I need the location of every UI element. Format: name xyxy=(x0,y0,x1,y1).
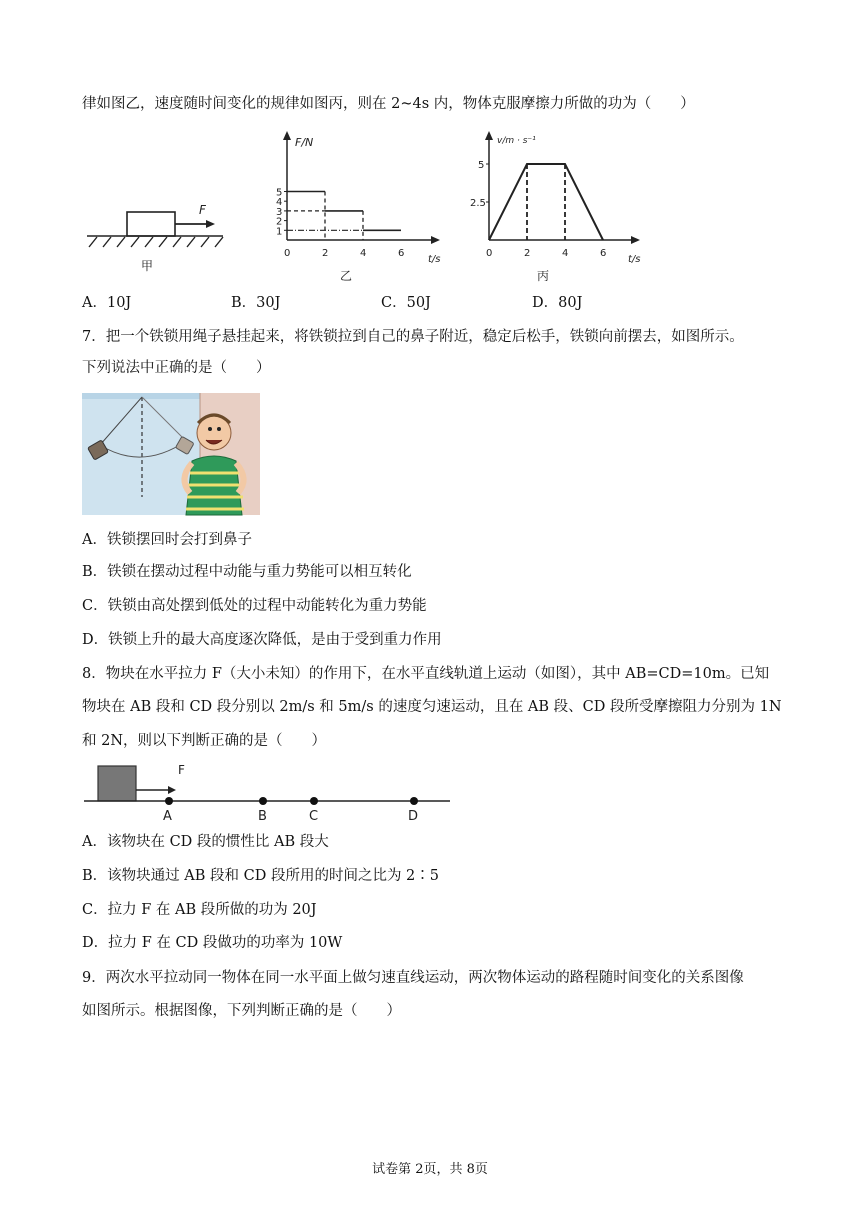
q6-option-a[interactable]: A．10J xyxy=(82,295,132,311)
x-tick-label: 2 xyxy=(322,248,329,259)
x-tick-label: 0 xyxy=(486,248,493,259)
figure-caption: 丙 xyxy=(537,269,550,283)
q8-option-c[interactable]: C．拉力 F 在 AB 段所做的功为 20J xyxy=(82,902,317,918)
x-tick-label: 4 xyxy=(360,248,367,259)
point-c-label: C xyxy=(309,809,319,824)
y-tick-label: 5 xyxy=(276,187,283,199)
x-tick-label: 0 xyxy=(284,248,291,259)
y-tick-label: 2.5 xyxy=(470,198,486,209)
q7-stem-line-2: 下列说法中正确的是（ ） xyxy=(82,360,271,376)
q6-stem-line: 律如图乙，速度随时间变化的规律如图丙，则在 2~4s 内，物体克服摩擦力所做的功为（ ） xyxy=(82,96,695,112)
q8-option-b[interactable]: B．该物块通过 AB 段和 CD 段所用的时间之比为 2∶5 xyxy=(82,868,439,884)
axes xyxy=(489,136,635,240)
x-tick-label: 6 xyxy=(398,248,405,259)
point-d-label: D xyxy=(408,809,419,824)
figure-caption: 甲 xyxy=(141,259,154,273)
x-axis-arrowhead xyxy=(431,236,440,244)
q7-stem-line-1: 7．把一个铁锁用绳子悬挂起来，将铁锁拉到自己的鼻子附近，稳定后松手，铁锁向前摆去，如图所示。 xyxy=(82,329,744,345)
q6-option-c[interactable]: C．50J xyxy=(381,295,431,311)
ground-hatching xyxy=(89,237,223,247)
y-axis-arrowhead xyxy=(485,131,493,140)
q7-option-c[interactable]: C．铁锁由高处摆到低处的过程中动能转化为重力势能 xyxy=(82,598,427,614)
point-d-dot xyxy=(410,797,418,805)
velocity-line xyxy=(489,164,603,240)
q7-pendulum-illustration xyxy=(82,393,260,515)
force-arrowhead xyxy=(206,220,215,228)
x-axis-arrowhead xyxy=(631,236,640,244)
x-tick-label: 6 xyxy=(600,248,607,259)
point-b-dot xyxy=(259,797,267,805)
y-axis-label: F/N xyxy=(295,136,314,149)
x-tick-label: 4 xyxy=(562,248,569,259)
q8-option-a[interactable]: A．该物块在 CD 段的惯性比 AB 段大 xyxy=(82,834,329,850)
q8-track-figure xyxy=(82,760,454,826)
y-tick-label: 4 xyxy=(276,197,283,209)
axes xyxy=(287,136,435,240)
force-arrowhead xyxy=(168,786,176,794)
q7-option-a[interactable]: A．铁锁摆回时会打到鼻子 xyxy=(82,532,252,548)
q6-option-b[interactable]: B．30J xyxy=(231,295,281,311)
q9-stem-line-1: 9．两次水平拉动同一物体在同一水平面上做匀速直线运动，两次物体运动的路程随时间变化的关系图像 xyxy=(82,970,744,986)
y-tick-label: 3 xyxy=(276,206,283,218)
q6-chart-velocity-time xyxy=(470,128,650,283)
y-tick-label: 5 xyxy=(478,160,485,171)
figure-caption: 乙 xyxy=(340,269,353,283)
point-a-label: A xyxy=(163,809,172,824)
x-tick-label: 2 xyxy=(524,248,531,259)
q6-option-d[interactable]: D．80J xyxy=(532,295,583,311)
point-b-label: B xyxy=(258,809,267,824)
y-axis-arrowhead xyxy=(283,131,291,140)
q8-option-d[interactable]: D．拉力 F 在 CD 段做功的功率为 10W xyxy=(82,935,343,951)
point-a-dot xyxy=(165,797,173,805)
q8-stem-line-1: 8．物块在水平拉力 F（大小未知）的作用下，在水平直线轨道上运动（如图），其中 AB=CD=10m。已知 xyxy=(82,666,770,682)
q9-stem-line-2: 如图所示。根据图像，下列判断正确的是（ ） xyxy=(82,1003,401,1019)
point-c-dot xyxy=(310,797,318,805)
y-tick-label: 1 xyxy=(276,226,283,238)
q8-stem-line-3: 和 2N，则以下判断正确的是（ ） xyxy=(82,733,327,749)
q8-stem-line-2: 物块在 AB 段和 CD 段分别以 2m/s 和 5m/s 的速度匀速运动，且在 AB 段、CD 段所受摩擦阻力分别为 1N xyxy=(82,699,782,715)
q6-figure-jia xyxy=(85,200,230,275)
q7-option-b[interactable]: B．铁锁在摆动过程中动能与重力势能可以相互转化 xyxy=(82,564,412,580)
force-label: F xyxy=(199,203,206,217)
y-tick-label: 2 xyxy=(276,216,283,228)
x-axis-label: t/s xyxy=(628,254,641,265)
force-label: F xyxy=(178,763,185,777)
block xyxy=(127,212,175,236)
block xyxy=(98,766,136,801)
q7-option-d[interactable]: D．铁锁上升的最大高度逐次降低，是由于受到重力作用 xyxy=(82,632,442,648)
q6-chart-force-time xyxy=(270,128,450,283)
x-axis-label: t/s xyxy=(428,254,441,265)
y-axis-label: v/m · s⁻¹ xyxy=(497,136,536,146)
page-footer: 试卷第 2页，共 8页 xyxy=(372,1162,488,1177)
